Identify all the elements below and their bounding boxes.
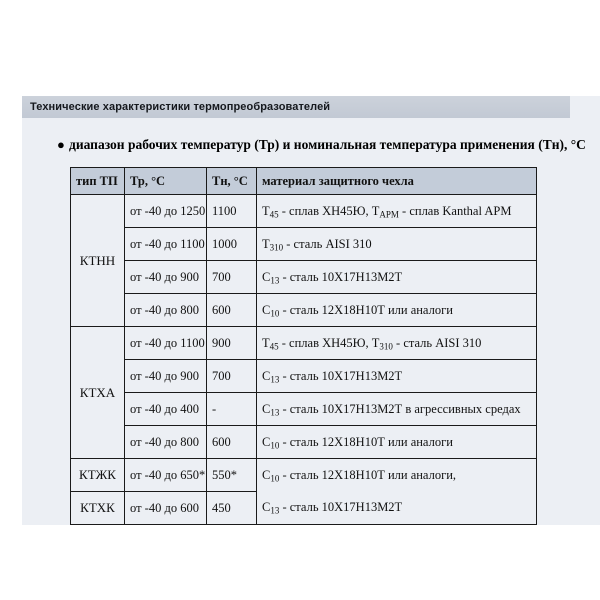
column-header-material: материал защитного чехла — [257, 168, 537, 195]
cell-nominal-temperature: 600 — [207, 294, 257, 327]
table-row — [71, 228, 537, 261]
content-panel — [22, 96, 600, 525]
cell-nominal-temperature: 900 — [207, 327, 257, 360]
table-row — [71, 261, 537, 294]
table-row — [71, 294, 537, 327]
cell-working-range: от -40 до 800 — [125, 426, 207, 459]
table-row — [71, 492, 537, 525]
bullet-item-label: диапазон рабочих температур (Тр) и номинальная температура применения (Тн), °С — [69, 137, 586, 152]
cell-sheath-material: $С_{13}$ - сталь 10Х17Н13М2Т — [257, 360, 537, 393]
cell-nominal-temperature: 450 — [207, 492, 257, 525]
panel-header — [22, 96, 570, 118]
cell-working-range: от -40 до 400 — [125, 393, 207, 426]
cell-working-range: от -40 до 600 — [125, 492, 207, 525]
table-row — [71, 459, 537, 492]
cell-working-range: от -40 до 1100 — [125, 228, 207, 261]
table-row — [71, 195, 537, 228]
cell-nominal-temperature: 1000 — [207, 228, 257, 261]
cell-sheath-material: $С_{13}$ - сталь 10Х17Н13М2Т — [257, 492, 537, 525]
bullet-item — [22, 118, 600, 154]
cell-thermocouple-type: КТХА — [71, 327, 125, 459]
cell-nominal-temperature: 700 — [207, 261, 257, 294]
cell-working-range: от -40 до 650* — [125, 459, 207, 492]
table-body — [71, 195, 537, 525]
table-row — [71, 393, 537, 426]
cell-thermocouple-type: КТХК — [71, 492, 125, 525]
table-header-row — [71, 168, 537, 195]
cell-sheath-material: $С_{13}$ - сталь 10Х17Н13М2Т — [257, 261, 537, 294]
specifications-table — [70, 167, 537, 525]
cell-working-range: от -40 до 800 — [125, 294, 207, 327]
cell-sheath-material: $Т_{45}$ - сплав ХН45Ю, $Т_{310}$ - сталь AISI 310 — [257, 327, 537, 360]
cell-nominal-temperature: 550* — [207, 459, 257, 492]
table-container — [22, 154, 600, 525]
cell-sheath-material: $С_{10}$ - сталь 12Х18Н10Т или аналоги, — [257, 459, 537, 492]
cell-nominal-temperature: 1100 — [207, 195, 257, 228]
table-row — [71, 327, 537, 360]
cell-working-range: от -40 до 1250 — [125, 195, 207, 228]
cell-sheath-material: $С_{10}$ - сталь 12Х18Н10Т или аналоги — [257, 426, 537, 459]
table-row — [71, 426, 537, 459]
cell-sheath-material: $С_{10}$ - сталь 12Х18Н10Т или аналоги — [257, 294, 537, 327]
cell-working-range: от -40 до 900 — [125, 360, 207, 393]
cell-thermocouple-type: КТЖК — [71, 459, 125, 492]
cell-sheath-material: $Т_{45}$ - сплав ХН45Ю, $Т_{АРМ}$ - сплав Kanthal APM — [257, 195, 537, 228]
column-header-type: тип ТП — [71, 168, 125, 195]
page-title: Технические характеристики термопреобразователей — [30, 101, 331, 113]
table-head — [71, 168, 537, 195]
bullet-marker-icon: ● — [57, 137, 65, 152]
cell-sheath-material: $Т_{310}$ - сталь AISI 310 — [257, 228, 537, 261]
panel-body — [22, 118, 600, 525]
cell-sheath-material: $С_{13}$ - сталь 10Х17Н13М2Т в агрессивных средах — [257, 393, 537, 426]
column-header-tn: Тн, °С — [207, 168, 257, 195]
cell-nominal-temperature: 700 — [207, 360, 257, 393]
cell-working-range: от -40 до 1100 — [125, 327, 207, 360]
cell-thermocouple-type: КТНН — [71, 195, 125, 327]
cell-nominal-temperature: 600 — [207, 426, 257, 459]
column-header-tp: Тр, °С — [125, 168, 207, 195]
table-row — [71, 360, 537, 393]
cell-working-range: от -40 до 900 — [125, 261, 207, 294]
cell-nominal-temperature: - — [207, 393, 257, 426]
